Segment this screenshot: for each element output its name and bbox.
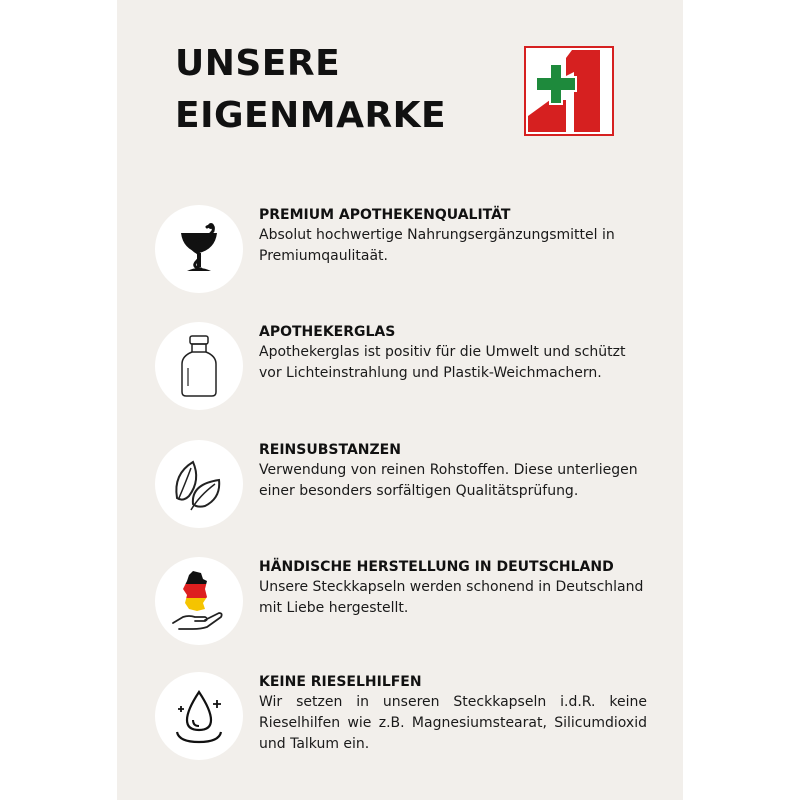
title-line-2: EIGENMARKE: [175, 95, 447, 136]
page-title: [175, 38, 446, 142]
water-drop-icon: [155, 672, 243, 760]
feature-item-no-flow-agents: [155, 672, 665, 762]
feature-description: Unsere Steckkapseln werden schonend in Deutschland mit Liebe hergestellt.: [259, 579, 644, 616]
feature-description: Absolut hochwertige Nahrungsergänzungsmittel in Premiumqaulitaät.: [259, 227, 615, 264]
feature-description: Wir setzen in unseren Steckkapseln i.d.R. keine Rieselhilfen wie z.B. Magnesiumstearat, Silicumdioxid und Talkum ein.: [259, 694, 647, 752]
feature-item-pure-substances: [155, 440, 665, 530]
feature-title: KEINE RIESELHILFEN: [259, 674, 422, 690]
leaves-icon: [155, 440, 243, 528]
bowl-of-hygieia-icon: [155, 205, 243, 293]
info-sheet: [117, 0, 683, 800]
feature-title: REINSUBSTANZEN: [259, 442, 401, 458]
feature-title: APOTHEKERGLAS: [259, 324, 396, 340]
apothecary-jar-icon: [155, 322, 243, 410]
feature-title: PREMIUM APOTHEKENQUALITÄT: [259, 207, 511, 223]
feature-item-handmade-germany: [155, 557, 665, 647]
title-line-1: UNSERE: [175, 43, 341, 84]
feature-description: Verwendung von reinen Rohstoffen. Diese unterliegen einer besonders sorfältigen Qualitätsprüfung.: [259, 462, 638, 499]
feature-item-premium-quality: [155, 205, 665, 295]
feature-title: HÄNDISCHE HERSTELLUNG IN DEUTSCHLAND: [259, 559, 614, 575]
germany-hand-icon: [155, 557, 243, 645]
feature-description: Apothekerglas ist positiv für die Umwelt und schützt vor Lichteinstrahlung und Plastik-Weichmachern.: [259, 344, 626, 381]
pharmacy-cross-one-logo: [524, 46, 614, 136]
feature-item-apothecary-glass: [155, 322, 665, 412]
